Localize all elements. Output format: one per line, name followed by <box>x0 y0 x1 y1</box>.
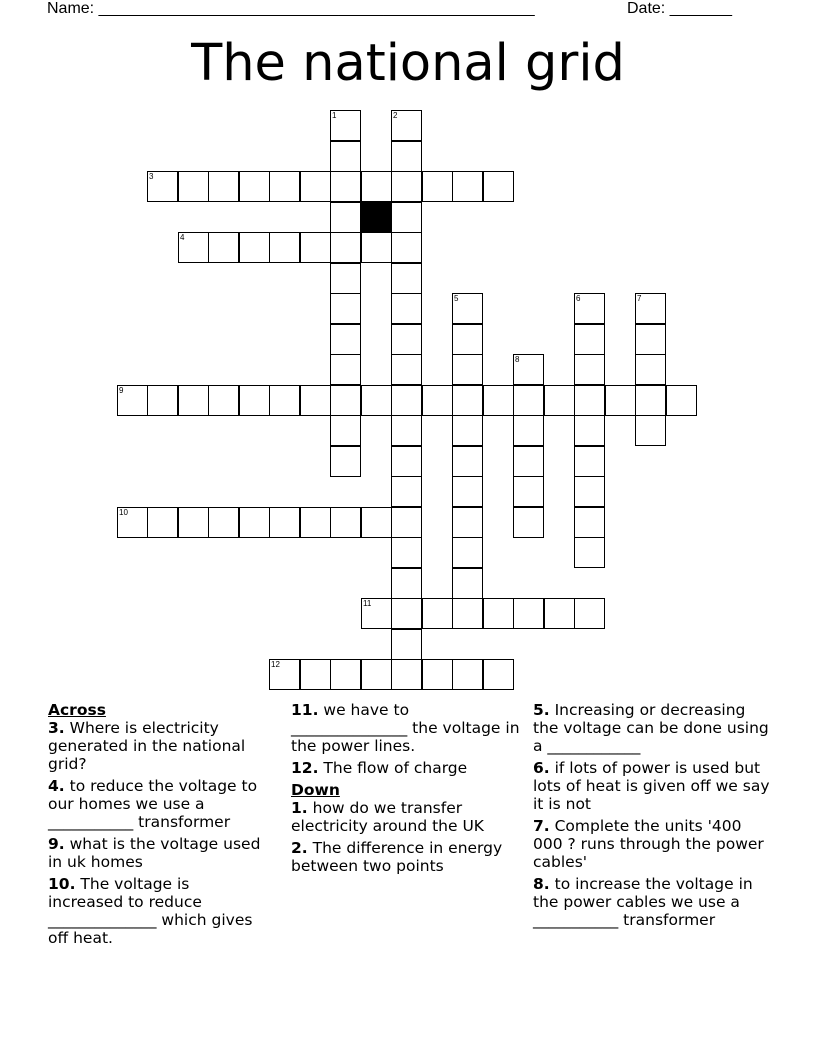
date-field-label: Date: _______ <box>627 0 732 17</box>
crossword-cell[interactable] <box>330 293 361 324</box>
crossword-cell[interactable] <box>483 659 514 690</box>
down-heading: Down <box>291 781 340 799</box>
crossword-cell[interactable] <box>513 476 544 507</box>
crossword-cell[interactable] <box>147 385 178 416</box>
crossword-cell[interactable] <box>178 232 209 263</box>
crossword-cell[interactable] <box>513 415 544 446</box>
clue-number: 11 <box>363 599 372 608</box>
crossword-cell[interactable] <box>178 171 209 202</box>
crossword-cell[interactable] <box>391 171 422 202</box>
crossword-cell[interactable] <box>452 537 483 568</box>
crossword-cell[interactable] <box>300 385 331 416</box>
clue-number: 6 <box>576 294 581 303</box>
clue-down-2: 2. The difference in energy between two points <box>291 839 503 875</box>
clue-number: 10 <box>119 508 128 517</box>
crossword-cell[interactable] <box>574 507 605 538</box>
crossword-cell[interactable] <box>513 446 544 477</box>
clue-number: 5 <box>454 294 459 303</box>
crossword-cell[interactable] <box>391 598 422 629</box>
crossword-cell[interactable] <box>330 354 361 385</box>
crossword-cell[interactable] <box>391 507 422 538</box>
crossword-cell[interactable] <box>452 568 483 599</box>
crossword-cell[interactable] <box>300 659 331 690</box>
crossword-cell[interactable] <box>513 598 544 629</box>
crossword-cell[interactable] <box>330 263 361 294</box>
crossword-block <box>361 202 392 233</box>
crossword-cell[interactable] <box>452 171 483 202</box>
crossword-cell[interactable] <box>361 232 392 263</box>
crossword-cell[interactable] <box>361 507 392 538</box>
crossword-cell[interactable] <box>361 598 392 629</box>
crossword-cell[interactable] <box>361 171 392 202</box>
crossword-cell[interactable] <box>239 507 270 538</box>
crossword-cell[interactable] <box>483 171 514 202</box>
crossword-cell[interactable] <box>391 629 422 660</box>
crossword-cell[interactable] <box>422 385 453 416</box>
clue-across-10: 10. The voltage is increased to reduce ______________ which gives off heat. <box>48 875 253 947</box>
clue-number: 1 <box>332 111 337 120</box>
crossword-cell[interactable] <box>605 385 636 416</box>
crossword-cell[interactable] <box>330 324 361 355</box>
crossword-cell[interactable] <box>269 232 300 263</box>
crossword-cell[interactable] <box>391 202 422 233</box>
clue-number: 12 <box>271 660 280 669</box>
crossword-cell[interactable] <box>391 263 422 294</box>
clue-across-4: 4. to reduce the voltage to our homes we use a ___________ transformer <box>48 777 258 831</box>
crossword-cell[interactable] <box>208 507 239 538</box>
crossword-cell[interactable] <box>178 507 209 538</box>
crossword-cell[interactable] <box>452 385 483 416</box>
clue-number: 7 <box>637 294 642 303</box>
crossword-cell[interactable] <box>391 446 422 477</box>
clues-column-1 <box>48 701 268 951</box>
clue-across-11: 11. we have to _______________ the voltage in the power lines. <box>291 701 520 755</box>
crossword-cell[interactable] <box>391 568 422 599</box>
crossword-cell[interactable] <box>483 385 514 416</box>
crossword-cell[interactable] <box>574 446 605 477</box>
crossword-cell[interactable] <box>239 171 270 202</box>
crossword-cell[interactable] <box>635 324 666 355</box>
crossword-cell[interactable] <box>391 141 422 172</box>
crossword-cell[interactable] <box>544 598 575 629</box>
crossword-cell[interactable] <box>574 293 605 324</box>
crossword-cell[interactable] <box>330 232 361 263</box>
clue-number: 2 <box>393 111 398 120</box>
crossword-cell[interactable] <box>147 507 178 538</box>
crossword-cell[interactable] <box>452 507 483 538</box>
crossword-cell[interactable] <box>574 385 605 416</box>
crossword-cell[interactable] <box>635 354 666 385</box>
crossword-cell[interactable] <box>513 385 544 416</box>
crossword-cell[interactable] <box>300 507 331 538</box>
crossword-cell[interactable] <box>452 598 483 629</box>
clue-number: 9 <box>119 386 124 395</box>
crossword-cell[interactable] <box>422 598 453 629</box>
crossword-cell[interactable] <box>391 385 422 416</box>
crossword-cell[interactable] <box>574 598 605 629</box>
crossword-cell[interactable] <box>574 415 605 446</box>
crossword-cell[interactable] <box>635 415 666 446</box>
across-heading: Across <box>48 701 106 719</box>
crossword-cell[interactable] <box>513 507 544 538</box>
crossword-cell[interactable] <box>330 507 361 538</box>
crossword-cell[interactable] <box>666 385 697 416</box>
crossword-cell[interactable] <box>208 385 239 416</box>
crossword-cell[interactable] <box>452 354 483 385</box>
crossword-cell[interactable] <box>635 385 666 416</box>
crossword-cell[interactable] <box>483 598 514 629</box>
clue-across-12: 12. The flow of charge <box>291 759 468 777</box>
crossword-cell[interactable] <box>178 385 209 416</box>
clue-down-6: 6. if lots of power is used but lots of heat is given off we say it is not <box>533 759 770 813</box>
crossword-cell[interactable] <box>452 476 483 507</box>
crossword-cell[interactable] <box>452 415 483 446</box>
crossword-cell[interactable] <box>513 354 544 385</box>
clue-down-1: 1. how do we transfer electricity around the UK <box>291 799 484 835</box>
crossword-cell[interactable] <box>269 507 300 538</box>
crossword-cell[interactable] <box>330 110 361 141</box>
crossword-cell[interactable] <box>544 385 575 416</box>
crossword-cell[interactable] <box>422 171 453 202</box>
clues-column-3 <box>533 701 773 933</box>
crossword-cell[interactable] <box>422 659 453 690</box>
crossword-cell[interactable] <box>574 537 605 568</box>
crossword-cell[interactable] <box>391 659 422 690</box>
crossword-cell[interactable] <box>208 171 239 202</box>
crossword-cell[interactable] <box>391 293 422 324</box>
crossword-cell[interactable] <box>239 232 270 263</box>
crossword-cell[interactable] <box>330 141 361 172</box>
crossword-cell[interactable] <box>269 659 300 690</box>
crossword-cell[interactable] <box>391 415 422 446</box>
crossword-cell[interactable] <box>330 202 361 233</box>
crossword-cell[interactable] <box>239 385 270 416</box>
crossword-cell[interactable] <box>574 476 605 507</box>
crossword-cell[interactable] <box>117 385 148 416</box>
crossword-cell[interactable] <box>330 171 361 202</box>
crossword-cell[interactable] <box>330 446 361 477</box>
clue-number: 4 <box>180 233 185 242</box>
crossword-cell[interactable] <box>452 293 483 324</box>
crossword-cell[interactable] <box>361 385 392 416</box>
crossword-cell[interactable] <box>269 171 300 202</box>
crossword-cell[interactable] <box>452 659 483 690</box>
crossword-cell[interactable] <box>300 232 331 263</box>
crossword-cell[interactable] <box>391 110 422 141</box>
clue-across-3: 3. Where is electricity generated in the national grid? <box>48 719 246 773</box>
clue-across-9: 9. what is the voltage used in uk homes <box>48 835 261 871</box>
name-field-label: Name: _________________________________________________ <box>47 0 535 17</box>
crossword-cell[interactable] <box>391 354 422 385</box>
crossword-cell[interactable] <box>330 659 361 690</box>
crossword-cell[interactable] <box>635 293 666 324</box>
crossword-cell[interactable] <box>117 507 148 538</box>
clue-down-5: 5. Increasing or decreasing the voltage can be done using a ____________ <box>533 701 769 755</box>
crossword-cell[interactable] <box>361 659 392 690</box>
clues-column-2 <box>291 701 521 879</box>
crossword-cell[interactable] <box>147 171 178 202</box>
crossword-cell[interactable] <box>269 385 300 416</box>
crossword-cell[interactable] <box>452 324 483 355</box>
crossword-cell[interactable] <box>574 354 605 385</box>
clue-down-7: 7. Complete the units '400 000 ? runs through the power cables' <box>533 817 764 871</box>
crossword-cell[interactable] <box>574 324 605 355</box>
crossword-cell[interactable] <box>391 232 422 263</box>
crossword-cell[interactable] <box>391 324 422 355</box>
crossword-cell[interactable] <box>330 385 361 416</box>
page-title: The national grid <box>191 34 625 93</box>
clue-number: 8 <box>515 355 520 364</box>
crossword-cell[interactable] <box>330 415 361 446</box>
clue-down-8: 8. to increase the voltage in the power cables we use a ___________ transformer <box>533 875 753 929</box>
crossword-cell[interactable] <box>391 537 422 568</box>
crossword-cell[interactable] <box>452 446 483 477</box>
crossword-cell[interactable] <box>208 232 239 263</box>
crossword-cell[interactable] <box>300 171 331 202</box>
crossword-cell[interactable] <box>391 476 422 507</box>
clue-number: 3 <box>149 172 154 181</box>
